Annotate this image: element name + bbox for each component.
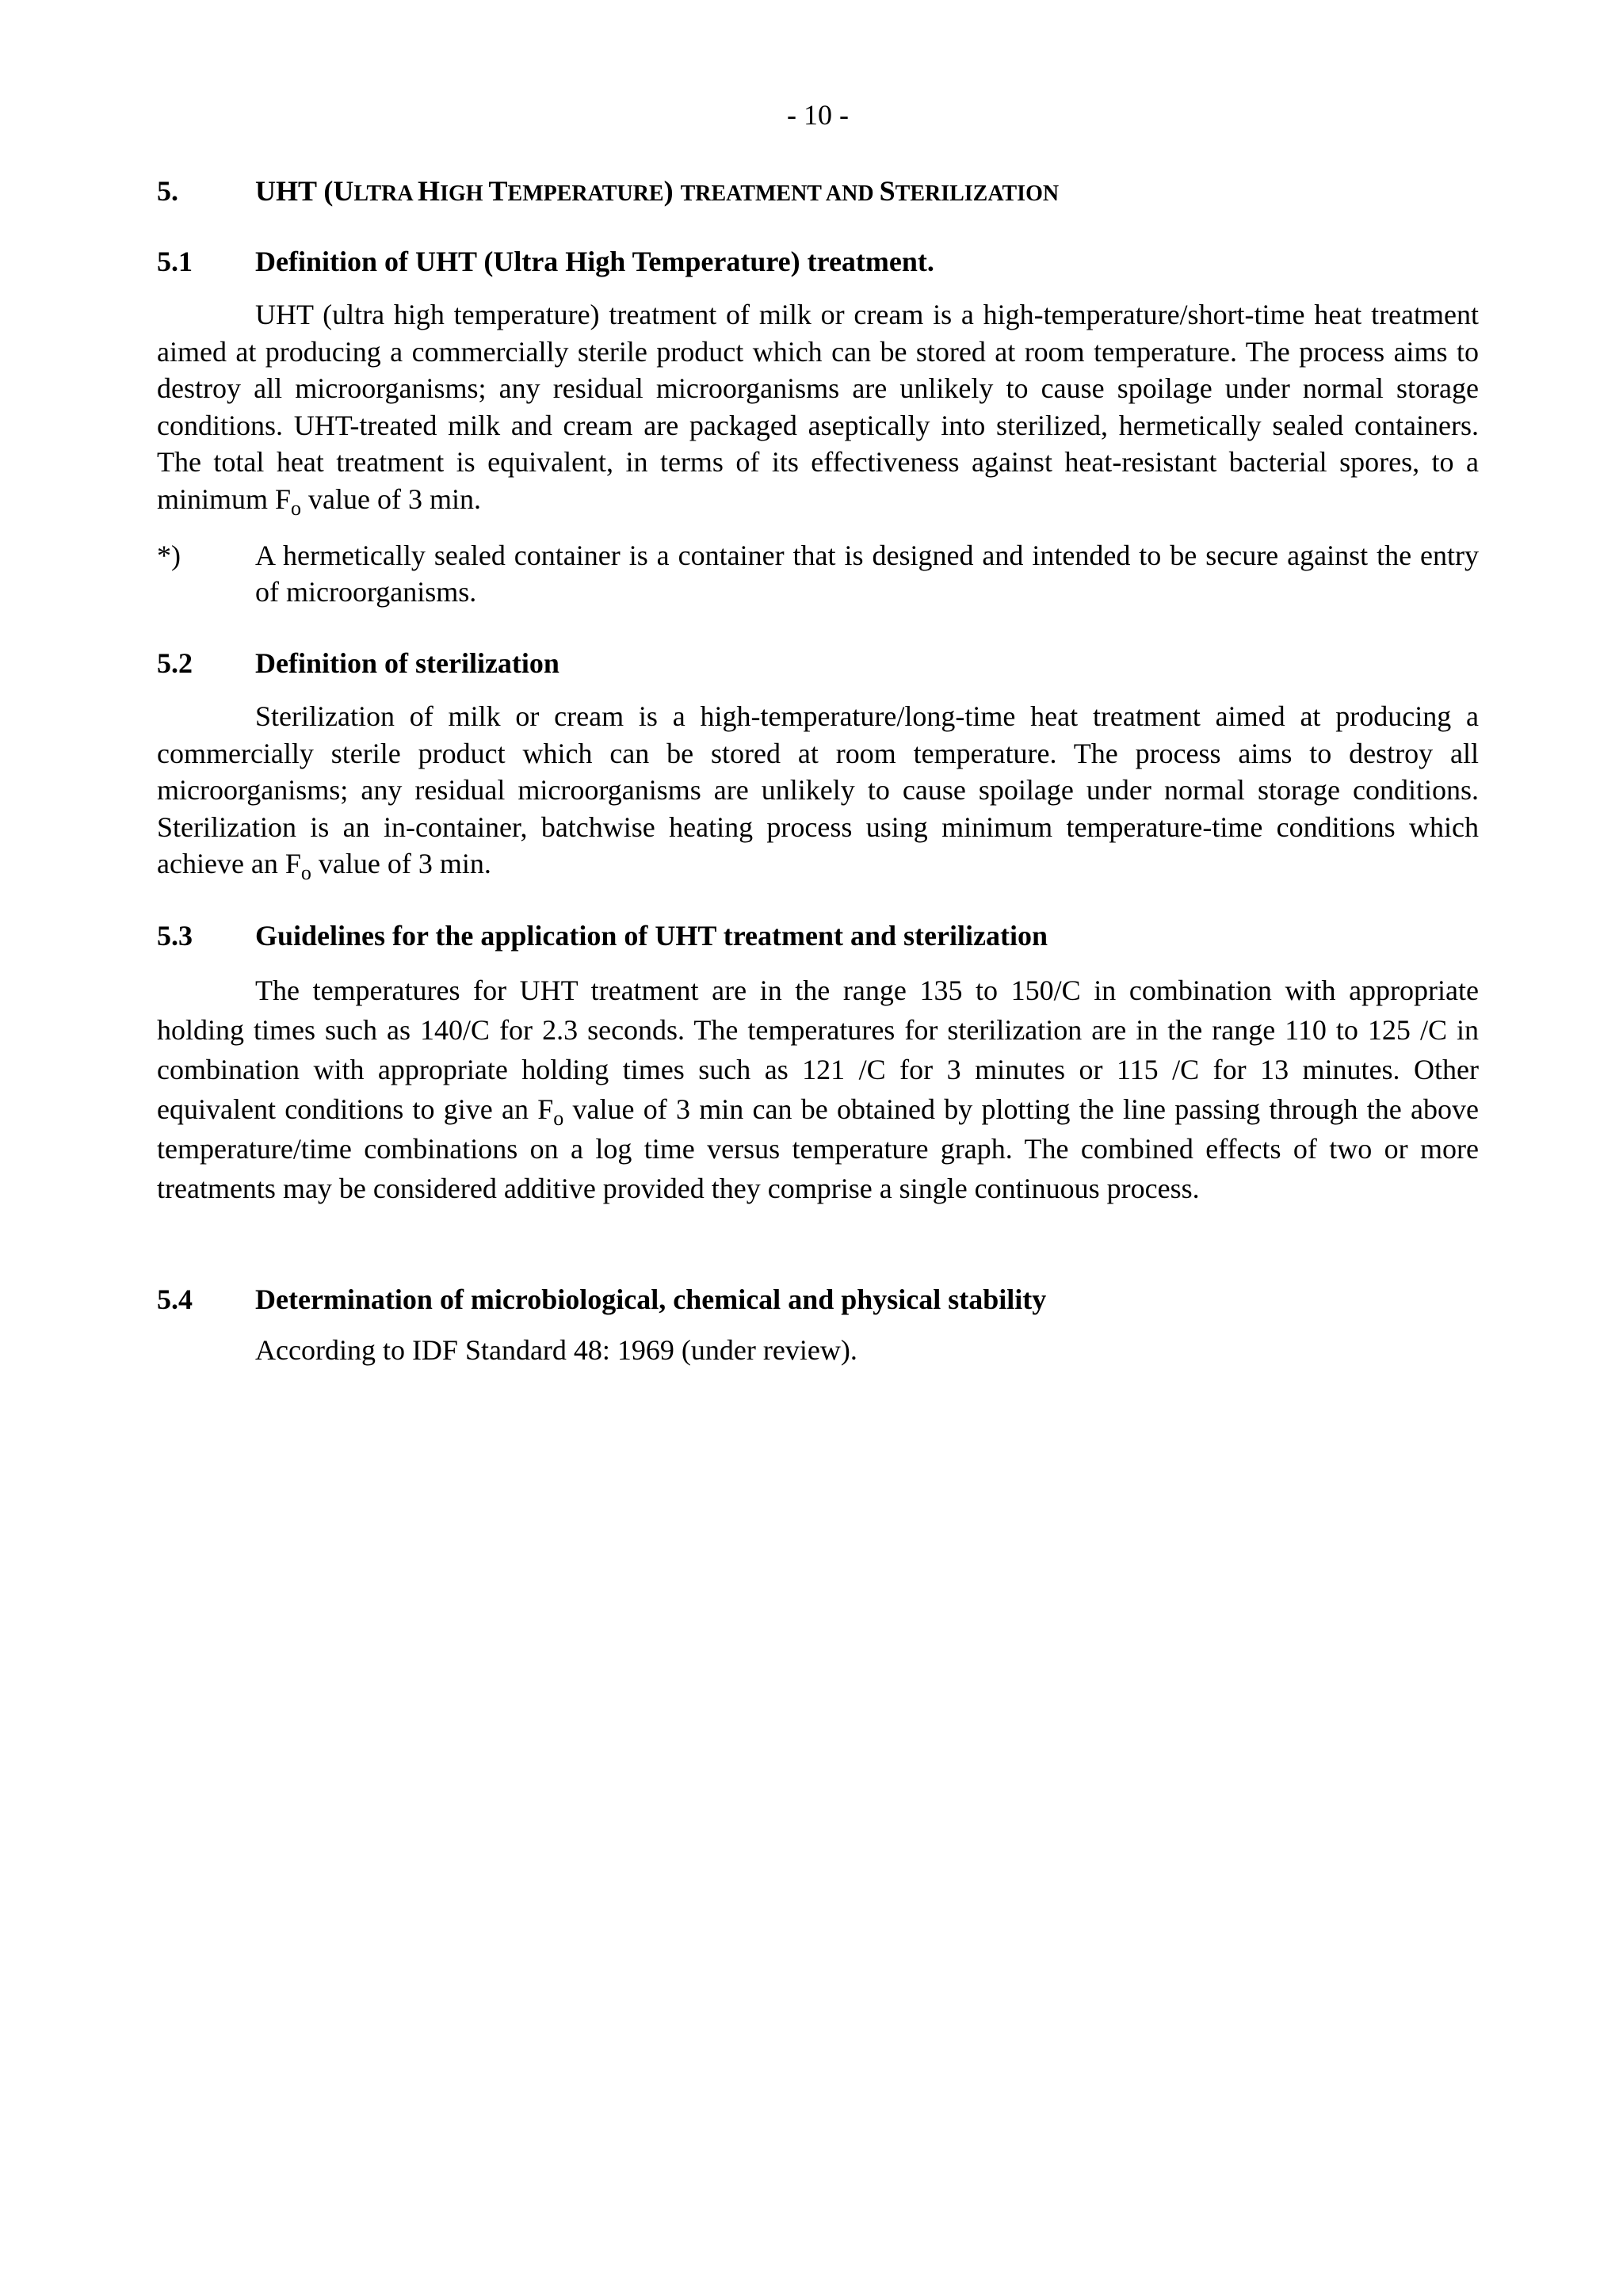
subsection-number: 5.2 [157,647,193,679]
section-5-4-paragraph: According to IDF Standard 48: 1969 (under review). [255,1334,857,1366]
subsection-number: 5.1 [157,246,193,277]
section-5-1-paragraph: UHT (ultra high temperature) treatment of milk or cream is a high-temperature/short-time heat treatment aimed at producing a commercially sterile product which can be stored at room temperature. The process aims to destroy all microorganisms; any residual microorganisms are unlikely to cause spoilage under normal storage conditions. UHT-treated milk and cream are packaged aseptically into sterilized, hermetically sealed containers. The total heat treatment is equivalent, in terms of its effectiveness against heat-resistant bacterial spores, to a minimum $F_o$ value of 3 min. [157,299,1479,520]
section-5-3-paragraph: The temperatures for UHT treatment are in the range 135 to 150/C in combination with appropriate holding times such as 140/C for 2.3 seconds. The temperatures for sterilization are in the range 110 to 125 /C in combination with appropriate holding times such as 121 /C for 3 minutes or 115 /C for 13 minutes. Other equivalent conditions to give an $F_o$ value of 3 min can be obtained by plotting the line passing through the above temperature/time combinations on a log time versus temperature graph. The combined effects of two or more treatments may be considered additive provided they comprise a single continuous process. [157,974,1479,1204]
subsection-title: Definition of sterilization [255,647,559,679]
subsection-number: 5.4 [157,1283,193,1315]
page-number: - 10 - [787,99,849,131]
subsection-title: Determination of microbiological, chemical and physical stability [255,1283,1047,1315]
subsection-title: Definition of UHT (Ultra High Temperature) treatment. [255,246,934,277]
footnote-mark: *) [157,540,181,571]
footnote-text: A hermetically sealed container is a container that is designed and intended to be secure against the entry of microorganisms. [255,540,1479,608]
subsection-title: Guidelines for the application of UHT treatment and sterilization [255,920,1048,952]
section-number: 5. [157,175,178,207]
subsection-number: 5.3 [157,920,193,952]
section-title: UHT (ULTRA HIGH TEMPERATURE) TREATMENT AND STERILIZATION [255,175,1060,207]
footnote [157,537,1479,610]
section-5-2-paragraph: Sterilization of milk or cream is a high-temperature/long-time heat treatment aimed at producing a commercially sterile product which can be stored at room temperature. The process aims to destroy all microorganisms; any residual microorganisms are unlikely to cause spoilage under normal storage conditions. Sterilization is an in-container, batchwise heating process using minimum temperature-time conditions which achieve an $F_o$ value of 3 min. [157,700,1479,884]
